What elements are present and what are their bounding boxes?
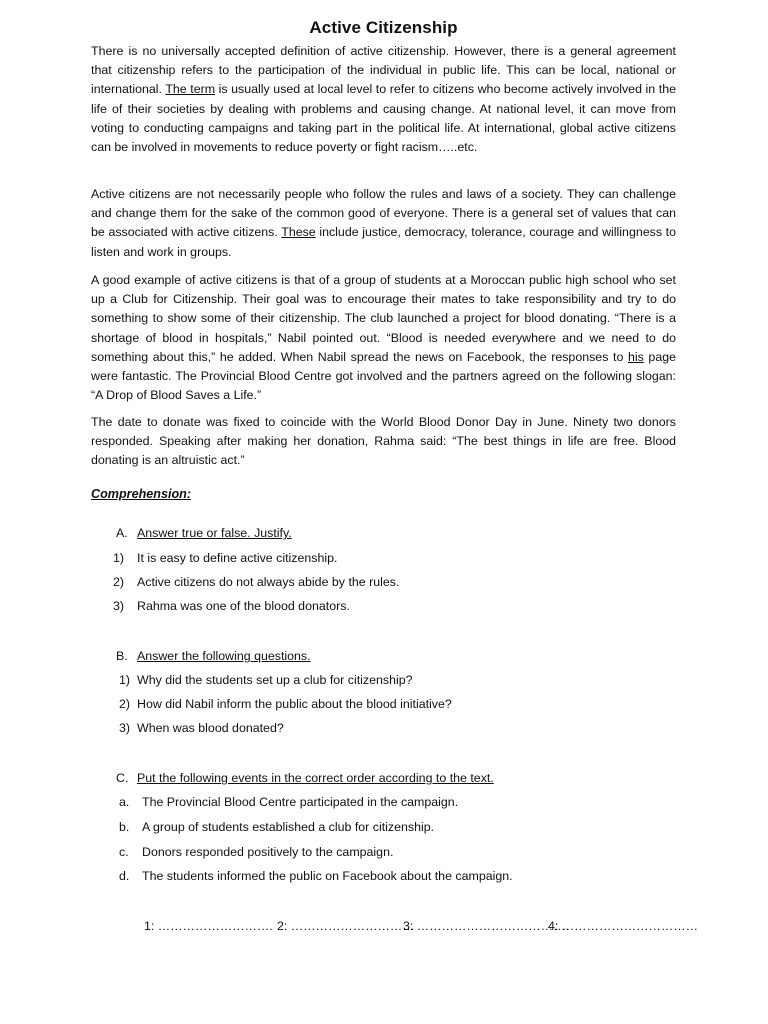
- list-item-text: A group of students established a club for citizenship.: [142, 820, 435, 834]
- list-item-text: Rahma was one of the blood donators.: [137, 599, 350, 613]
- paragraph-3-underlined: his: [627, 349, 644, 364]
- section-a-title: Answer true or false. Justify.: [137, 526, 292, 540]
- comprehension-heading: Comprehension:: [91, 487, 192, 501]
- section-a-marker: A.: [116, 526, 128, 540]
- list-item-text: The Provincial Blood Centre participated in the campaign.: [142, 795, 459, 809]
- list-item-text: When was blood donated?: [137, 721, 284, 735]
- answer-blank-4[interactable]: 4: ……………………………: [548, 919, 699, 933]
- paragraph-3: [91, 271, 676, 405]
- answer-blanks-row: [144, 919, 698, 933]
- list-item-marker: b.: [119, 820, 130, 834]
- list-item-marker: 2): [119, 697, 131, 711]
- paragraph-1-underlined: The term: [165, 82, 216, 97]
- list-item-text: It is easy to define active citizenship.: [137, 551, 338, 565]
- list-item-marker: 3): [113, 599, 125, 613]
- paragraph-3-text-a: A good example of active citizens is that of a group of students at a Moroccan public high school who set up a Club for Citizenship. Their goal was to encourage their mates to take responsibility and try to do something to show some of their citizenship. The club launched a project for blood donating. “There is a shortage of blood in hospitals,” Nabil pointed out. “Blood is needed everywhere and we need to do something about this,” he added. When Nabil spread the news on Facebook, the responses to: [91, 273, 676, 364]
- paragraph-1: [91, 42, 676, 157]
- list-item-marker: 1): [113, 551, 125, 565]
- section-c-title: Put the following events in the correct order according to the text.: [137, 771, 494, 785]
- section-c-marker: C.: [116, 771, 129, 785]
- answer-blank-3[interactable]: 3: ……………………………….: [403, 919, 569, 933]
- paragraph-4: The date to donate was fixed to coincide with the World Blood Donor Day in June. Ninety two donors responded. Speaking after making her donation, Rahma said: “The best things in life are free. Blood donating is an altruistic act.”: [91, 415, 676, 468]
- paragraph-2-text-b: include justice, democracy, tolerance, courage and willingness to listen and work in groups.: [91, 225, 677, 259]
- list-item-marker: d.: [119, 869, 130, 883]
- paragraph-1-text-a: There is no universally accepted definition of active citizenship. However, there is a general agreement that citizenship refers to the participation of the individual in public life. This can be local, national or international.: [91, 44, 676, 97]
- list-item-marker: 2): [113, 575, 125, 589]
- paragraph-2: [91, 185, 676, 262]
- list-item-text: The students informed the public on Facebook about the campaign.: [142, 869, 513, 883]
- page-title: Active Citizenship: [309, 18, 458, 37]
- list-item-text: Active citizens do not always abide by the rules.: [137, 575, 400, 589]
- list-item-text: Why did the students set up a club for citizenship?: [137, 673, 413, 687]
- section-b-title: Answer the following questions.: [137, 649, 311, 663]
- list-item-marker: a.: [119, 795, 130, 809]
- list-item-text: How did Nabil inform the public about the blood initiative?: [137, 697, 452, 711]
- paragraph-2-text-a: Active citizens are not necessarily people who follow the rules and laws of a society. They can challenge and change them for the sake of the common good of everyone. There is a general set of values that can be associated with active citizens.: [91, 187, 676, 240]
- answer-blank-1[interactable]: 1: ……………………….: [144, 919, 273, 933]
- answer-blank-2[interactable]: 2: …………………………: [277, 919, 415, 933]
- list-item-marker: 3): [119, 721, 131, 735]
- list-item-marker: c.: [119, 845, 129, 859]
- list-item-text: Donors responded positively to the campaign.: [142, 845, 394, 859]
- paragraph-2-underlined: These: [281, 225, 316, 240]
- paragraph-3-text-b: page were fantastic. The Provincial Blood Centre got involved and the partners agreed on the following slogan: “A Drop of Blood Saves a Life.”: [91, 349, 676, 403]
- list-item-marker: 1): [119, 673, 131, 687]
- paragraph-1-text-b: is usually used at local level to refer to citizens who become actively involved in the life of their societies by dealing with problems and causing change. At national level, it can move from voting to conducting campaigns and taking part in the political life. At international, global active citizens can be involved in movements to reduce poverty or fight racism…..etc.: [91, 82, 676, 155]
- section-b-marker: B.: [116, 649, 128, 663]
